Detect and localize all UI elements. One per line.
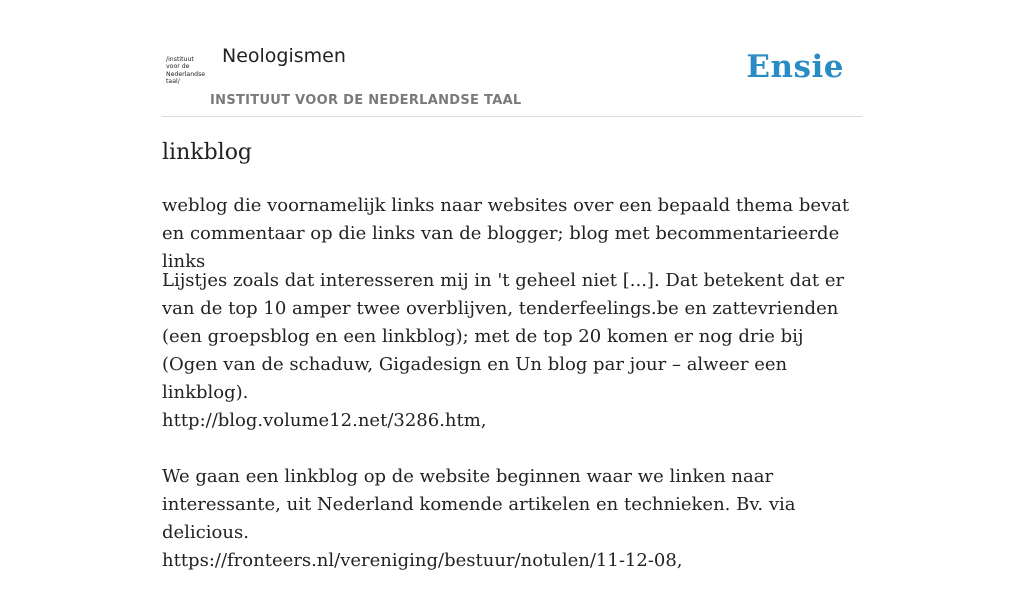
entry-term: linkblog	[162, 140, 253, 165]
logo-line: voor de	[166, 63, 190, 71]
quote-source: https://fronteers.nl/vereniging/bestuur/notulen/11-12-08,	[162, 550, 683, 571]
organization-name: INSTITUUT VOOR DE NEDERLANDSE TAAL	[210, 93, 522, 108]
quote-item	[162, 267, 862, 435]
quote-text: We gaan een linkblog op de website beginnen waar we linken naar interessante, uit Nederland komende artikelen en technieken. Bv. via delicious.	[162, 466, 796, 543]
logo-line: /instituut	[166, 56, 194, 63]
ensie-brand-link[interactable]: Ensie	[746, 49, 844, 85]
quote-item	[162, 463, 862, 575]
site-title-link[interactable]: Neologismen	[222, 45, 346, 67]
logo-line: Nederlandse	[166, 70, 206, 78]
header	[162, 0, 862, 117]
logo-line: taal/	[166, 78, 180, 86]
quote-source: http://blog.volume12.net/3286.htm,	[162, 410, 487, 431]
page	[162, 0, 862, 571]
quote-text: Lijstjes zoals dat interesseren mij in 't geheel niet [...]. Dat betekent dat er van de top 10 amper twee overblijven, tenderfeelings.be en zattevrienden (een groepsblog en een linkblog); met de top 20 komen er nog drie bij (Ogen van de schaduw, Gigadesign en Un blog par jour – alweer een linkblog).	[162, 270, 845, 403]
entry-definition: weblog die voornamelijk links naar websites over een bepaald thema bevat en commentaar op die links van de blogger; blog met becommentarieerde links	[162, 195, 850, 272]
ivdnt-logo[interactable]	[166, 56, 210, 90]
quote-list	[162, 267, 862, 603]
